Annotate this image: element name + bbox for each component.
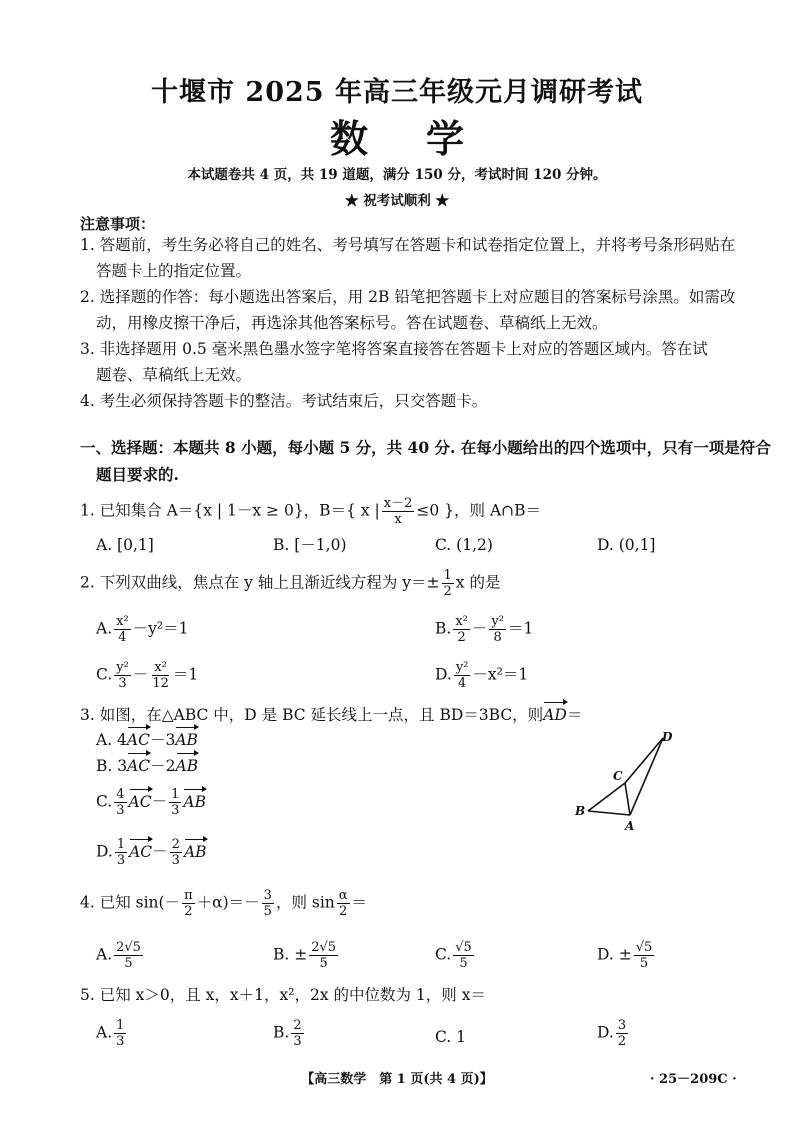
segment-ba	[588, 811, 630, 815]
q2-option-b: B. $\frac{\text{x²}}{2}$ － $\frac{\text{y²}}{8}$ ＝1	[435, 614, 534, 645]
notice-item: 4. 考生必须保持答题卡的整洁。考试结束后，只交答题卡。	[80, 392, 488, 410]
q5-option-b: B. $\frac{2}{3}$	[273, 1018, 302, 1049]
q5-option-a: A. $\frac{1}{3}$	[96, 1018, 125, 1049]
exam-info: 本试题卷共 4 页，共 19 道题，满分 150 分，考试时间 120 分钟。	[187, 167, 607, 183]
page-footer: 【高三数学 第 1 页(共 4 页)】	[301, 1072, 493, 1087]
q1-option-c: C. (1,2)	[435, 536, 493, 554]
q5-option-c: C. 1	[435, 1028, 467, 1046]
exam-code: · 25－209C ·	[650, 1072, 737, 1087]
question-5-stem: 5. 已知 x＞0，且 x，x＋1，x²，2x 的中位数为 1，则 x＝	[80, 986, 486, 1004]
q1-option-d: D. (0,1]	[597, 536, 656, 554]
notice-item: 题卷、草稿纸上无效。	[96, 366, 252, 384]
exam-title: 十堰市 2025 年高三年级元月调研考试	[151, 77, 643, 108]
q2-option-a: A. $\frac{\text{x²}}{4}$ －y²＝1	[96, 614, 189, 645]
question-3-stem: 3. 如图，在△ABC 中，D 是 BC 延长线上一点，且 BD＝3BC，则AD＝	[80, 702, 582, 728]
q4-option-a: A. $\frac{2√5}{5}$	[96, 940, 141, 971]
segment-cd	[625, 738, 663, 783]
notice-title: 注意事项：	[80, 215, 156, 233]
segment-ca	[625, 783, 630, 815]
question-2-stem: 2. 下列双曲线，焦点在 y 轴上且渐近线方程为 y＝± $\frac{1}{2}$ x 的是	[80, 568, 501, 599]
notice-item: 2. 选择题的作答：每小题选出答案后，用 2B 铅笔把答题卡上对应题目的答案标号涂黑。如需改	[80, 288, 736, 306]
label-a: A	[625, 819, 635, 833]
q5-option-d: D. $\frac{3}{2}$	[597, 1018, 627, 1049]
good-luck-line: ★ 祝考试顺利 ★	[345, 193, 449, 209]
q3-option-d: D. $\frac{1}{3}$ AC－ $\frac{2}{3}$ AB	[96, 837, 207, 868]
q2-option-c: C. $\frac{\text{y²}}{3}$ － $\frac{\text{x²}}{12}$ ＝1	[96, 660, 199, 691]
q4-option-b: B. ± $\frac{2√5}{5}$	[273, 940, 337, 971]
q4-option-d: D. ± $\frac{√5}{5}$	[597, 940, 653, 971]
q4-option-c: C. $\frac{√5}{5}$	[435, 940, 472, 971]
segment-bc	[588, 783, 625, 811]
section-heading: 一、选择题：本题共 8 小题，每小题 5 分，共 40 分. 在每小题给出的四个选项中，只有一项是符合	[80, 438, 771, 457]
q1-option-b: B. [－1,0)	[273, 536, 347, 554]
label-d: D	[662, 730, 673, 744]
notice-item: 3. 非选择题用 0.5 毫米黑色墨水签字笔将答案直接答在答题卡上对应的答题区域内。答在试	[80, 340, 708, 358]
question-1-stem: 1. 已知集合 A＝{x | 1－x ≥ 0}，B＝{ x | $\frac{x-2}{x}$ ≤0 }，则 A∩B＝	[80, 496, 542, 527]
triangle-figure	[570, 728, 680, 838]
segment-ad	[630, 738, 663, 815]
q2-option-d: D. $\frac{\text{y²}}{4}$ －x²＝1	[435, 660, 529, 691]
q3-option-a: A. 4AC－3AB	[96, 727, 198, 753]
notice-item: 1. 答题前，考生务必将自己的姓名、考号填写在答题卡和试卷指定位置上，并将考号条形码贴在	[80, 236, 736, 254]
notice-item: 动，用橡皮擦干净后，再选涂其他答案标号。答在试题卷、草稿纸上无效。	[96, 314, 608, 332]
q3-option-c: C. $\frac{4}{3}$ AC－ $\frac{1}{3}$ AB	[96, 787, 206, 818]
label-b: B	[575, 804, 586, 818]
subject-title: 数学	[329, 116, 522, 161]
question-4-stem: 4. 已知 sin(－ $\frac{\pi}{2}$ ＋α)＝－ $\frac{3}{5}$ ，则 sin $\frac{\alpha}{2}$ ＝	[80, 888, 368, 919]
notice-item: 答题卡上的指定位置。	[96, 262, 252, 280]
label-c: C	[613, 769, 623, 783]
q1-option-a: A. [0,1]	[96, 536, 154, 554]
q3-option-b: B. 3AC－2AB	[96, 753, 198, 779]
section-heading-cont: 题目要求的.	[96, 465, 179, 484]
